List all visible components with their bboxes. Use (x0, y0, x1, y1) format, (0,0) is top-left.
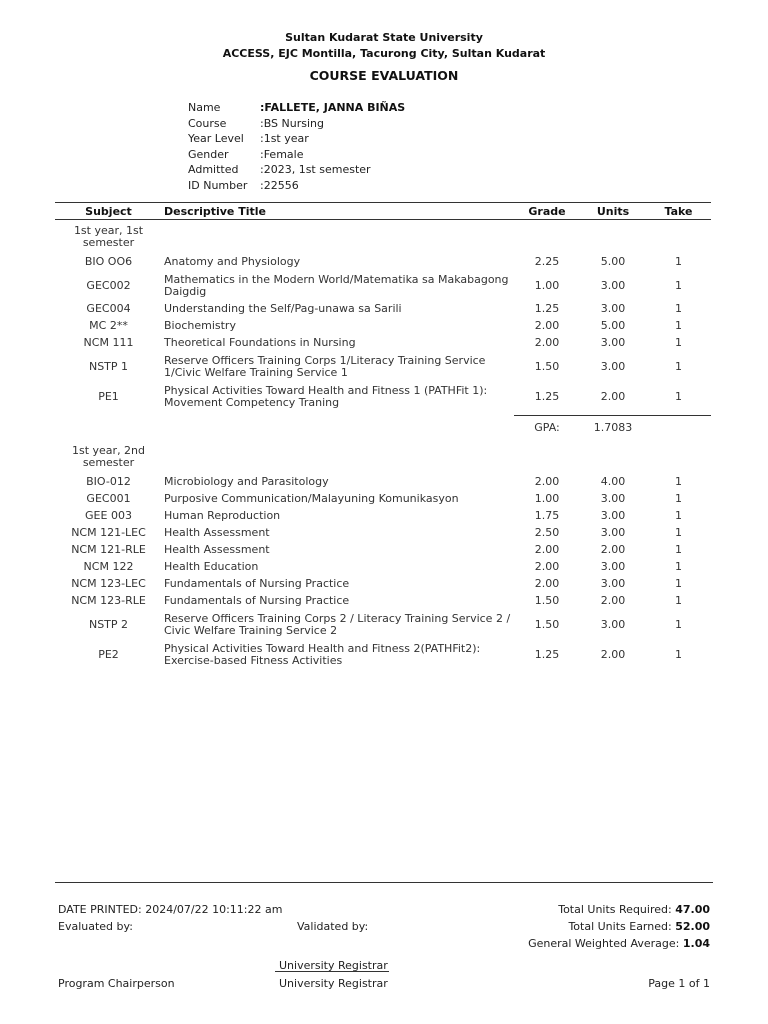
units: 3.00 (600, 577, 626, 591)
units: 3.00 (600, 336, 626, 350)
units: 3.00 (600, 526, 626, 540)
descriptive-title: Anatomy and Physiology (164, 255, 301, 269)
grade: 1.50 (534, 594, 560, 608)
subject-code: GEC001 (86, 492, 131, 506)
info-row-course (188, 116, 405, 132)
descriptive-title: Reserve Officers Training Corps 1/Literacy Training Service 1/Civic Welfare Training Service 1 (164, 353, 486, 379)
table-row (55, 271, 711, 301)
units: 4.00 (600, 475, 626, 489)
empty-cell (646, 220, 711, 255)
descriptive-title: Human Reproduction (164, 509, 281, 523)
grade: 1.00 (534, 278, 560, 292)
grade: 2.00 (534, 475, 560, 489)
gpa-label: GPA: (514, 416, 580, 441)
units: 3.00 (600, 492, 626, 506)
info-row-admitted (188, 162, 405, 178)
total-units-earned (568, 920, 710, 933)
descriptive-title: Health Assessment (164, 543, 270, 557)
descriptive-title: Purposive Communication/Malayuning Komunikasyon (164, 492, 459, 506)
units: 5.00 (600, 255, 626, 269)
total-units-earned-label: Total Units Earned: (568, 920, 672, 933)
grade: 2.00 (534, 336, 560, 350)
subject-code: NCM 111 (83, 336, 134, 350)
info-row-name (188, 100, 405, 116)
units: 3.00 (600, 617, 626, 631)
empty-cell (646, 440, 711, 474)
units: 2.00 (600, 647, 626, 661)
subject-code: NCM 122 (83, 560, 134, 574)
table-row (55, 525, 711, 542)
subject-code: GEC002 (86, 278, 131, 292)
table-row (55, 542, 711, 559)
units: 3.00 (600, 302, 626, 316)
table-row (55, 508, 711, 525)
info-value: :1st year (260, 132, 309, 146)
units: 3.00 (600, 509, 626, 523)
empty-cell (580, 440, 646, 474)
empty-cell (162, 416, 514, 441)
total-units-earned-value: 52.00 (675, 920, 710, 933)
units: 3.00 (600, 278, 626, 292)
grade: 2.00 (534, 543, 560, 557)
take: 1 (675, 560, 682, 574)
units: 2.00 (600, 389, 626, 403)
grade: 1.50 (534, 617, 560, 631)
subject-code: NCM 123-RLE (71, 594, 146, 608)
subject-code: PE1 (98, 389, 119, 403)
info-label: Gender (188, 147, 229, 161)
table-row (55, 491, 711, 508)
semester-label: 1st year, 1st semester (73, 223, 144, 249)
table-row (55, 576, 711, 593)
take: 1 (675, 475, 682, 489)
empty-cell (162, 220, 514, 255)
gpa-row (55, 416, 711, 441)
table-row (55, 610, 711, 640)
take: 1 (675, 492, 682, 506)
grade: 1.75 (534, 509, 560, 523)
general-weighted-average (528, 937, 710, 950)
descriptive-title: Mathematics in the Modern World/Matematika sa Makabagong Daigdig (164, 272, 509, 298)
footer-divider (55, 882, 713, 883)
info-row-gender (188, 147, 405, 163)
date-printed: DATE PRINTED: 2024/07/22 10:11:22 am (58, 903, 283, 916)
take: 1 (675, 319, 682, 333)
take: 1 (675, 389, 682, 403)
registrar-signature-name: University Registrar (279, 959, 388, 972)
empty-cell (580, 220, 646, 255)
document-title: COURSE EVALUATION (309, 68, 459, 83)
units: 2.00 (600, 594, 626, 608)
units: 5.00 (600, 319, 626, 333)
info-label: Year Level (188, 132, 244, 146)
registrar-title: University Registrar (279, 977, 388, 990)
table-row (55, 474, 711, 491)
col-descriptive-title: Descriptive Title (162, 203, 514, 220)
subject-code: NSTP 2 (88, 617, 129, 631)
table-row (55, 335, 711, 352)
semester-row (55, 440, 711, 474)
grade: 2.00 (534, 319, 560, 333)
grades-table (55, 202, 711, 670)
subject-code: BIO-012 (86, 475, 131, 489)
total-units-required (558, 903, 710, 916)
take: 1 (675, 359, 682, 373)
info-label: ID Number (188, 178, 248, 192)
subject-code: NCM 123-LEC (71, 577, 146, 591)
evaluated-by-label: Evaluated by: (58, 920, 133, 933)
campus-address: ACCESS, EJC Montilla, Tacurong City, Sultan Kudarat (222, 47, 546, 60)
program-chairperson: Program Chairperson (58, 977, 175, 990)
info-label: Admitted (188, 163, 239, 177)
subject-code: GEE 003 (85, 509, 132, 523)
info-label: Course (188, 116, 227, 130)
info-row-year-level (188, 131, 405, 147)
descriptive-title: Physical Activities Toward Health and Fitness 2(PATHFit2): Exercise-based Fitness Activities (164, 641, 481, 667)
empty-cell (646, 416, 711, 441)
grade: 1.25 (534, 389, 560, 403)
units: 3.00 (600, 359, 626, 373)
empty-cell (514, 440, 580, 474)
subject-code: NSTP 1 (88, 359, 129, 373)
grade: 1.50 (534, 359, 560, 373)
take: 1 (675, 509, 682, 523)
take: 1 (675, 617, 682, 631)
gwa-value: 1.04 (682, 937, 710, 950)
subject-code: MC 2** (89, 319, 128, 333)
semester-label: 1st year, 2nd semester (71, 443, 146, 469)
empty-cell (162, 440, 514, 474)
table-row (55, 640, 711, 670)
gpa-value: 1.7083 (580, 416, 646, 441)
subject-code: GEC004 (86, 302, 131, 316)
grade: 2.50 (534, 526, 560, 540)
table-row (55, 559, 711, 576)
grade: 2.25 (534, 255, 560, 269)
take: 1 (675, 594, 682, 608)
table-row (55, 382, 711, 412)
total-units-required-value: 47.00 (675, 903, 710, 916)
subject-code: NCM 121-RLE (71, 543, 146, 557)
total-units-required-label: Total Units Required: (558, 903, 672, 916)
subject-code: PE2 (98, 647, 119, 661)
units: 2.00 (600, 543, 626, 557)
take: 1 (675, 278, 682, 292)
descriptive-title: Biochemistry (164, 319, 236, 333)
grade: 1.00 (534, 492, 560, 506)
descriptive-title: Health Assessment (164, 526, 270, 540)
descriptive-title: Fundamentals of Nursing Practice (164, 594, 350, 608)
empty-cell (55, 416, 162, 441)
descriptive-title: Fundamentals of Nursing Practice (164, 577, 350, 591)
empty-cell (514, 220, 580, 255)
student-info (188, 100, 405, 194)
descriptive-title: Health Education (164, 560, 259, 574)
grade: 1.25 (534, 302, 560, 316)
subject-code: NCM 121-LEC (71, 526, 146, 540)
info-value: :FALLETE, JANNA BIÑAS (260, 101, 406, 114)
col-subject: Subject (55, 203, 162, 220)
grade: 2.00 (534, 560, 560, 574)
descriptive-title: Theoretical Foundations in Nursing (164, 336, 356, 350)
signature-line (275, 971, 389, 972)
col-units: Units (580, 203, 646, 220)
take: 1 (675, 336, 682, 350)
table-row (55, 254, 711, 271)
descriptive-title: Reserve Officers Training Corps 2 / Literacy Training Service 2 / Civic Welfare Training Service 2 (164, 611, 511, 637)
take: 1 (675, 543, 682, 557)
university-name: Sultan Kudarat State University (285, 31, 483, 44)
page-number: Page 1 of 1 (648, 977, 710, 990)
table-row (55, 352, 711, 382)
col-grade: Grade (514, 203, 580, 220)
table-header-row (55, 203, 711, 220)
validated-by-label: Validated by: (297, 920, 369, 933)
descriptive-title: Physical Activities Toward Health and Fitness 1 (PATHFit 1): Movement Competency Traning (164, 383, 488, 409)
semester-row (55, 220, 711, 255)
info-value: :Female (260, 147, 304, 161)
take: 1 (675, 255, 682, 269)
units: 3.00 (600, 560, 626, 574)
take: 1 (675, 526, 682, 540)
take: 1 (675, 577, 682, 591)
table-row (55, 301, 711, 318)
info-row-id-number (188, 178, 405, 194)
subject-code: BIO OO6 (84, 255, 133, 269)
info-value: :22556 (260, 178, 299, 192)
descriptive-title: Understanding the Self/Pag-unawa sa Sarili (164, 302, 402, 316)
descriptive-title: Microbiology and Parasitology (164, 475, 329, 489)
grade: 2.00 (534, 577, 560, 591)
table-row (55, 318, 711, 335)
info-value: :2023, 1st semester (260, 163, 371, 177)
grade: 1.25 (534, 647, 560, 661)
col-take: Take (646, 203, 711, 220)
info-value: :BS Nursing (260, 116, 325, 130)
take: 1 (675, 647, 682, 661)
take: 1 (675, 302, 682, 316)
table-row (55, 593, 711, 610)
gwa-label: General Weighted Average: (528, 937, 680, 950)
info-label: Name (188, 101, 221, 114)
